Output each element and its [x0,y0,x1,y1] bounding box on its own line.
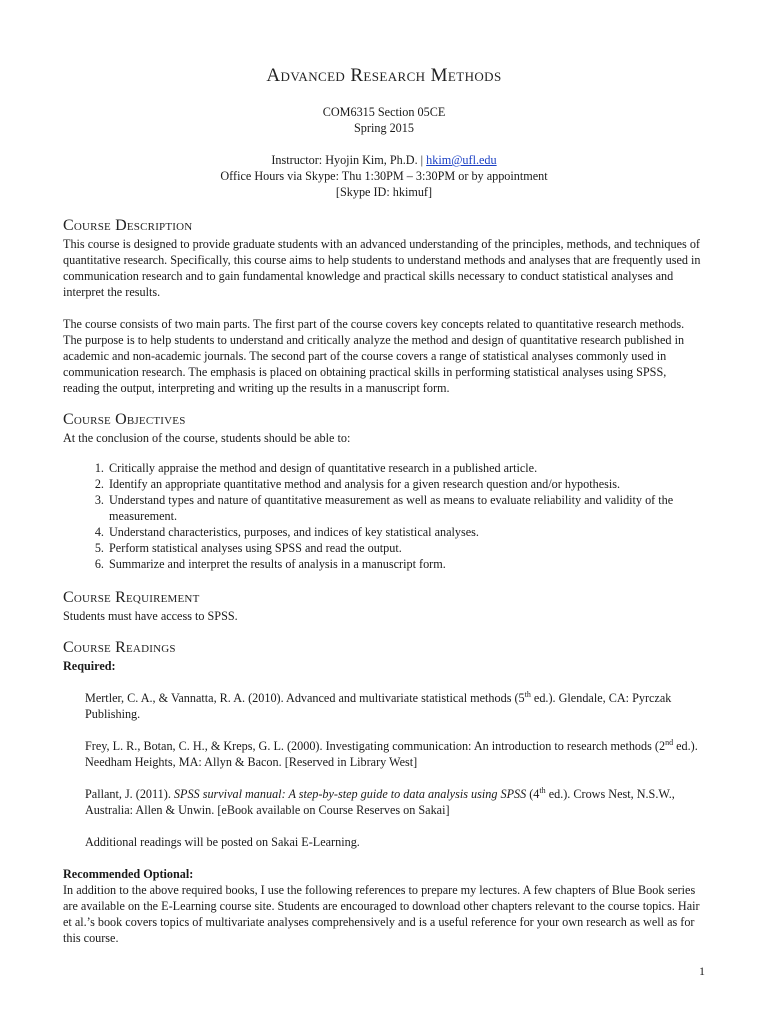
list-item: 1. Critically appraise the method and design of quantitative research in a published article. [107,460,705,476]
section-course-objectives [63,410,705,572]
section-heading: Course Readings [63,639,176,656]
reference-entry: Frey, L. R., Botan, C. H., & Kreps, G. L. (2000). Investigating communication: An introduction to research methods (2nd ed.). Needham Heights, MA: Allyn & Bacon. [Reserved in Library West] [85,737,698,769]
reference-entry: Pallant, J. (2011). SPSS survival manual: A step-by-step guide to data analysis using SPSS (4th ed.). Crows Nest, N.S.W., Australia: Allen & Unwin. [eBook available on Course Reserves on Sakai] [85,785,675,817]
description-paragraph-1: This course is designed to provide graduate students with an advanced understanding of the principles, methods, and techniques of quantitative research. Specifically, this course aims to help students to understand methods and analyses that are frequently used in communication research and to gain fundamental knowledge and practical skills necessary to conduct statistical analyses and interpret the results. [63,237,701,299]
list-item: 2. Identify an appropriate quantitative method and analysis for a given research question and/or hypothesis. [107,476,705,492]
instructor-line [63,152,705,168]
section-heading: Course Objectives [63,411,186,428]
document-title: Advanced Research Methods [266,65,502,86]
office-hours: Office Hours via Skype: Thu 1:30PM – 3:30PM or by appointment [220,169,548,183]
reference-list [63,690,705,850]
requirement-text: Students must have access to SPSS. [63,609,238,623]
additional-readings-note: Additional readings will be posted on Sakai E-Learning. [85,835,360,849]
list-item: 6. Summarize and interpret the results of analysis in a manuscript form. [107,556,705,572]
course-header [63,104,705,200]
description-paragraph-2: The course consists of two main parts. The first part of the course covers key concepts related to quantitative research methods. The purpose is to help students to understand and critically analyze the method and design of quantitative research published in academic and non-academic journals. The second part of the course covers a range of statistical analyses commonly used in communication research. The emphasis is placed on obtaining practical skills in performing statistical analyses using SPSS, reading the output, interpreting and writing up the results in a manuscript form. [63,317,685,395]
course-term: Spring 2015 [354,121,414,135]
section-heading: Course Requirement [63,589,200,606]
section-course-requirement [63,588,705,624]
list-item: 3. Understand types and nature of quantitative measurement as well as means to evaluate reliability and validity of the measurement. [107,492,705,524]
required-label: Required: [63,659,116,673]
list-item: 5. Perform statistical analyses using SPSS and read the output. [107,540,705,556]
section-course-description [63,216,705,396]
section-heading: Course Description [63,217,193,234]
optional-label: Recommended Optional: [63,867,194,881]
section-course-readings [63,638,705,946]
list-item: 4. Understand characteristics, purposes, and indices of key statistical analyses. [107,524,705,540]
optional-text: In addition to the above required books, I use the following references to prepare my lectures. A few chapters of Blue Book series are available on the E-Learning course site. Students are encouraged to download other chapters relevant to the course topics. Hair et al.’s book covers topics of multivariate analyses comprehensively and is a useful reference for your own research as well as for this course. [63,883,700,945]
instructor-email-link[interactable]: hkim@ufl.edu [426,153,497,167]
objectives-intro: At the conclusion of the course, students should be able to: [63,431,351,445]
reference-entry: Mertler, C. A., & Vannatta, R. A. (2010). Advanced and multivariate statistical methods (5th ed.). Glendale, CA: Pyrczak Publishing. [85,689,672,721]
objectives-list [63,460,705,572]
course-code: COM6315 Section 05CE [322,105,446,119]
skype-id: [Skype ID: hkimuf] [335,185,433,199]
instructor-name: Instructor: Hyojin Kim, Ph.D. | [271,153,427,167]
page-number: 1 [699,964,705,978]
